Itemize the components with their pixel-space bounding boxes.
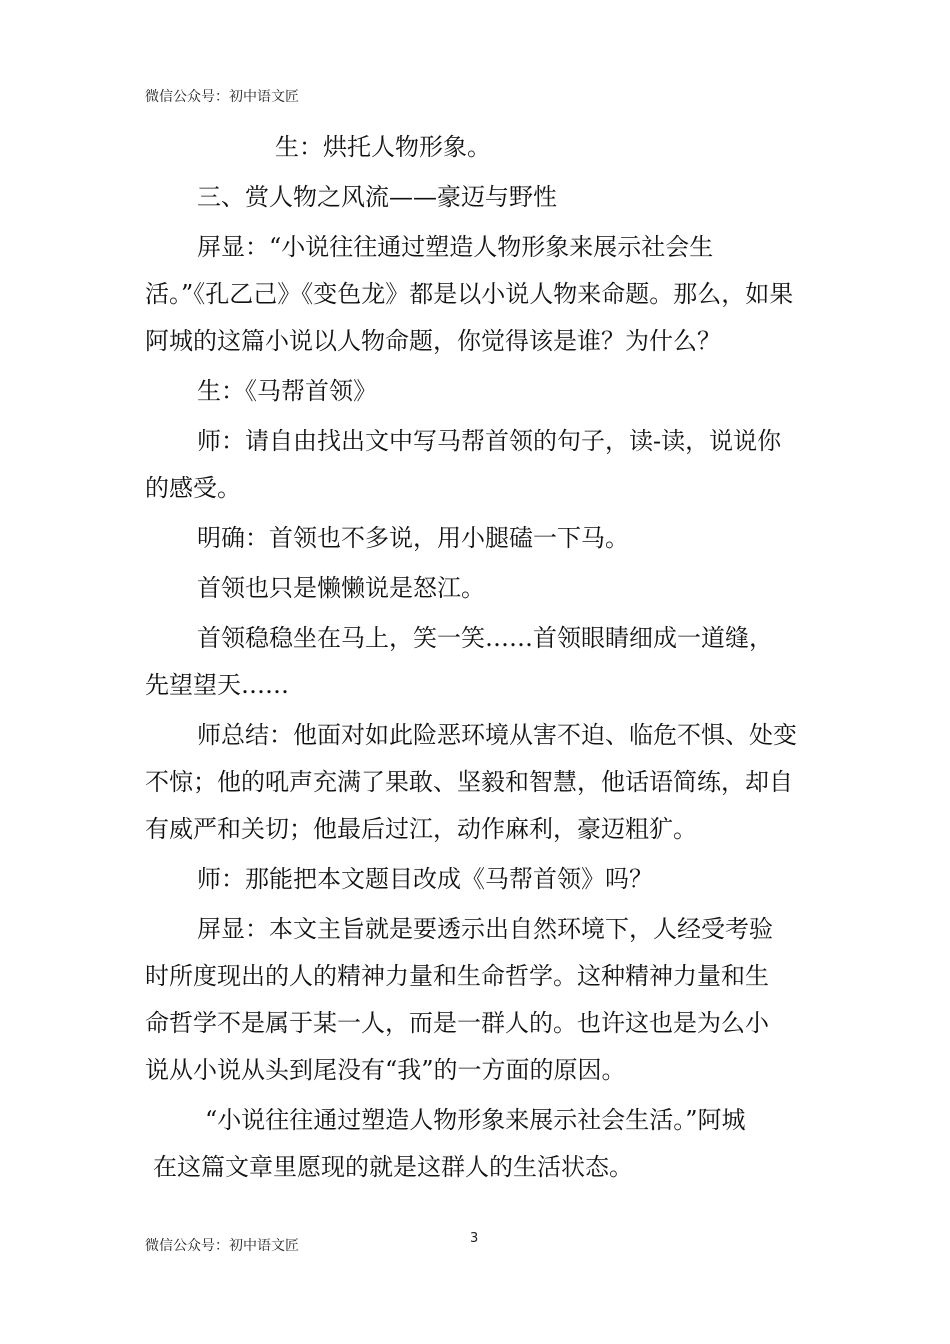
text-line: 师：请自由找出文中写马帮首领的句子，读-读，说说你 [197,427,782,455]
text-line: 时所度现出的人的精神力量和生命哲学。这种精神力量和生 [145,962,769,990]
text-line: 在这篇文章里愿现的就是这群人的生活状态。 [153,1153,633,1181]
text-line: 命哲学不是属于某一人，而是一群人的。也许这也是为么小 [145,1009,769,1037]
text-line: “小说往往通过塑造人物形象来展示社会生活。”阿城 [205,1106,746,1134]
text-line: 屏显：“小说往往通过塑造人物形象来展示社会生 [197,233,714,261]
paragraph [145,515,810,562]
text-line: 阿城的这篇小说以人物命题，你觉得该是谁？为什么？ [145,327,721,355]
page-footer: 微信公众号：初中语文匠 [145,1238,299,1254]
document-body [145,124,810,1194]
text-line: 的感受。 [145,474,241,502]
text-line: 生：烘托人物形象。 [275,133,491,161]
paragraph [145,712,810,853]
paragraph [145,1097,810,1191]
text-line: 屏显：本文主旨就是要透示出自然环境下，人经受考验 [197,915,773,943]
paragraph [145,124,810,171]
text-line: 师：那能把本文题目改成《马帮首领》吗？ [197,865,653,893]
page-header: 微信公众号：初中语文匠 [145,89,299,105]
text-line: 有威严和关切；他最后过江，动作麻利，豪迈粗犷。 [145,815,697,843]
section-heading [145,174,810,221]
text-line: 三、赏人物之风流——豪迈与野性 [197,183,557,211]
text-line: 先望望天…… [145,671,289,699]
paragraph [145,615,810,709]
paragraph [145,224,810,365]
text-line: 说从小说从头到尾没有“我”的一方面的原因。 [145,1056,626,1084]
paragraph [145,418,810,512]
paragraph [145,906,810,1094]
text-line: 首领稳稳坐在马上，笑一笑……首领眼睛细成一道缝， [197,624,773,652]
text-line: 首领也只是懒懒说是怒江。 [197,574,485,602]
text-line: 师总结：他面对如此险恶环境从害不迫、临危不惧、处变 [197,721,797,749]
page-number: 3 [470,1231,479,1246]
paragraph [145,856,810,903]
text-line: 生：《马帮首领》 [197,377,377,405]
text-line: 活。”《孔乙己》《变色龙》都是以小说人物来命题。那么，如果 [145,280,794,308]
text-line: 不惊；他的吼声充满了果敢、坚毅和智慧，他话语简练，却自 [145,768,793,796]
text-line: 明确：首领也不多说，用小腿磕一下马。 [197,524,629,552]
paragraph [145,368,810,415]
paragraph [145,565,810,612]
